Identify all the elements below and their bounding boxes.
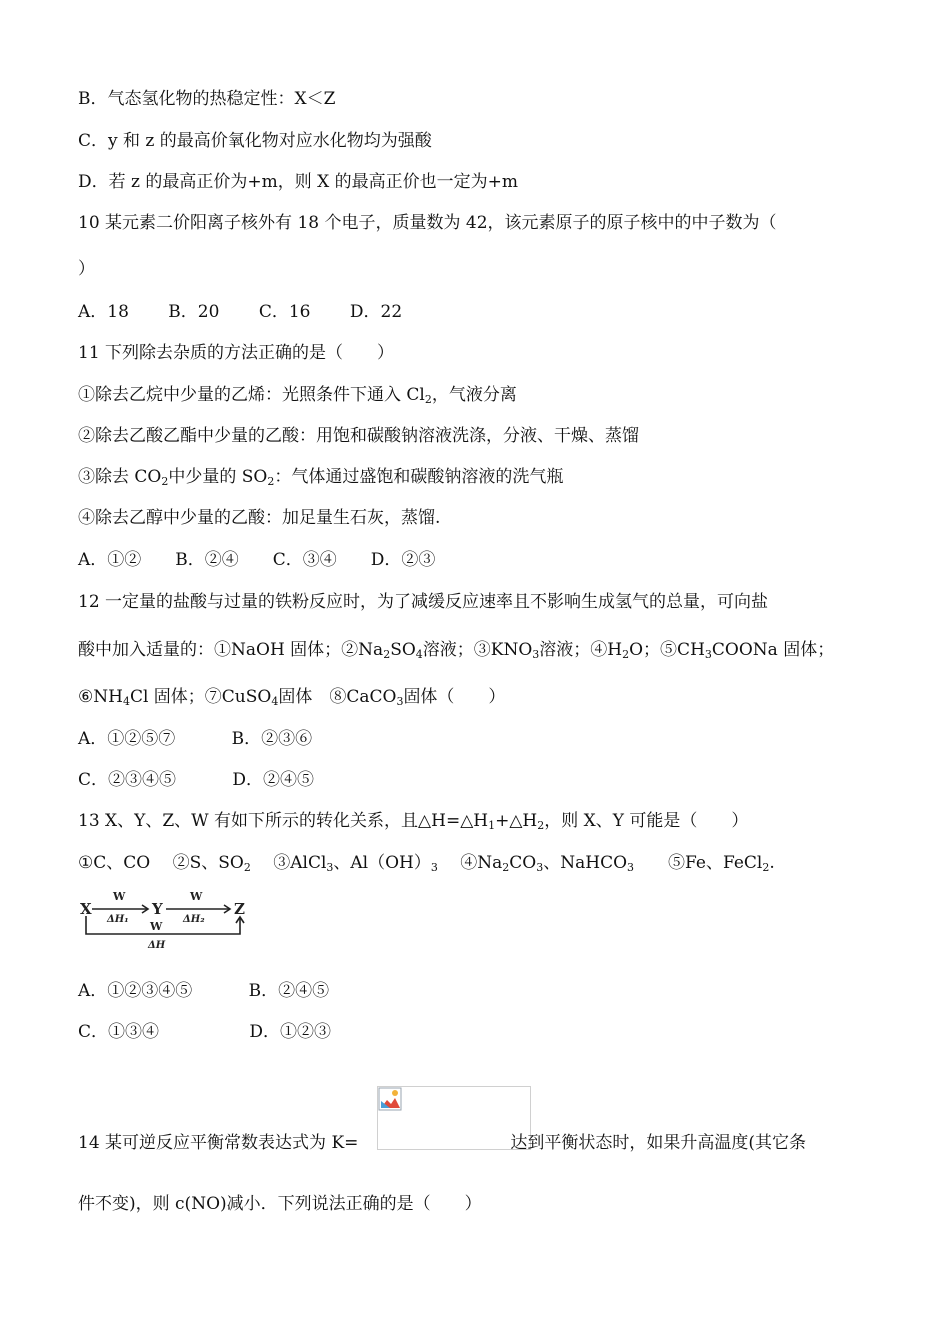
question-11: 11 下列除去杂质的方法正确的是（ ） bbox=[78, 343, 395, 363]
question-13-options-ab: A．①②③④⑤ B．②④⑤ bbox=[78, 981, 330, 1001]
question-12-options-ab: A．①②⑤⑦ B．②③⑥ bbox=[78, 729, 313, 749]
diagram-z: Z bbox=[234, 900, 245, 918]
diagram-dh: ΔH bbox=[148, 940, 166, 951]
question-10-options: A．18 B．20 C．16 D．22 bbox=[78, 302, 403, 322]
conversion-diagram bbox=[80, 890, 250, 952]
option-d: D．若 z 的最高正价为+m，则 X 的最高正价也一定为+m bbox=[78, 172, 519, 192]
q11-item-3: ③除去 $CO_2$中少量的 $SO_2$：气体通过盛饱和碳酸钠溶液的洗气瓶 bbox=[78, 467, 564, 488]
diagram-dh2: ΔH₂ bbox=[183, 914, 205, 925]
question-10-cont: ） bbox=[78, 259, 95, 279]
diagram-dh1: ΔH₁ bbox=[107, 914, 129, 925]
option-b: B．气态氢化物的热稳定性：X＜Z bbox=[78, 89, 336, 109]
question-12-cont: 酸中加入适量的：①NaOH 固体；$②Na_2SO_4$溶液；$③KNO_3$溶液；$④H_2O$；$⑤CH_3COONa$ 固体； bbox=[78, 640, 835, 661]
question-13: 13 X、Y、Z、W 有如下所示的转化关系，且$\triangle H=\triangle H_1+\triangle H_2$，则 X、Y 可能是（ ） bbox=[78, 811, 749, 832]
diagram-y: Y bbox=[152, 900, 163, 918]
question-10: 10 某元素二价阳离子核外有 18 个电子，质量数为 42，该元素原子的原子核中的中子数为（ bbox=[78, 213, 777, 233]
q11-item-2: ②除去乙酸乙酯中少量的乙酸：用饱和碳酸钠溶液洗涤，分液、干燥、蒸馏 bbox=[78, 426, 639, 446]
diagram-w1: W bbox=[113, 890, 126, 903]
diagram-w2: W bbox=[190, 890, 203, 903]
question-12-cont2: $⑥NH_4Cl$ 固体；⑦CuSO$_4$固体 ⑧CaCO$_3$固体（ ） bbox=[78, 687, 506, 708]
option-c: C．y 和 z 的最高价氧化物对应水化物均为强酸 bbox=[78, 131, 432, 151]
broken-image-icon bbox=[378, 1087, 404, 1113]
question-11-options: A．①② B．②④ C．③④ D．②③ bbox=[78, 550, 436, 570]
q11-item-1: ①除去乙烷中少量的乙烯：光照条件下通入 $Cl_2$，气液分离 bbox=[78, 385, 517, 406]
question-13-options-cd: C．①③④ D．①②③ bbox=[78, 1022, 332, 1042]
question-14: 14 某可逆反应平衡常数表达式为 K= 达到平衡状态时，如果升高温度(其它条 bbox=[78, 1133, 807, 1153]
question-12-options-cd: C．②③④⑤ D．②④⑤ bbox=[78, 770, 315, 790]
question-13-choices: ①C、CO ②S、$SO_2$ ③AlCl$_3$、$Al(OH)_3$ $④Na_2CO_3$、NaHCO$_3$ ⑤Fe、FeCl$_2$. bbox=[78, 853, 775, 874]
q11-item-4: ④除去乙醇中少量的乙酸：加足量生石灰，蒸馏. bbox=[78, 508, 441, 528]
question-12: 12 一定量的盐酸与过量的铁粉反应时，为了减缓反应速率且不影响生成氢气的总量，可向盐 bbox=[78, 592, 769, 612]
diagram-x: X bbox=[80, 900, 92, 918]
question-14-cont: 件不变)，则 c(NO)减小．下列说法正确的是（ ） bbox=[78, 1194, 482, 1214]
diagram-w3: W bbox=[150, 920, 163, 933]
